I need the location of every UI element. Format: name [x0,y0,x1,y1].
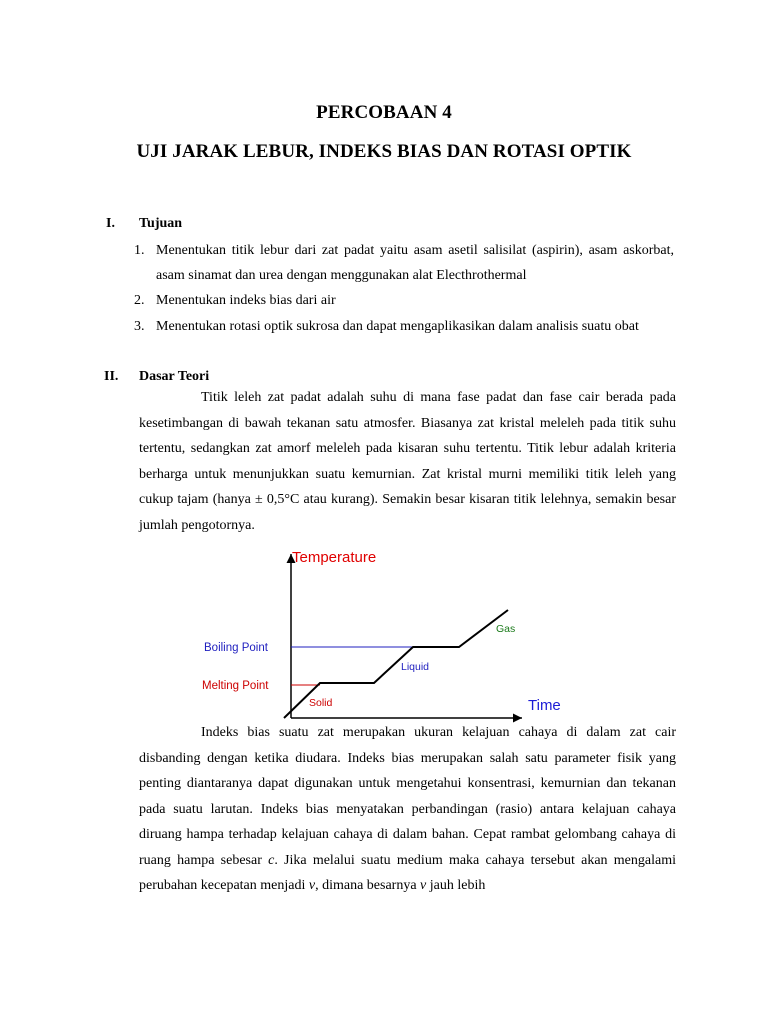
phase-change-chart [192,542,572,724]
paragraph-refractive-index [139,720,676,899]
list-item-text: Menentukan titik lebur dari zat padat yaitu asam asetil salisilat (aspirin), asam askorbat, asam sinamat dan urea dengan menggunakan alat Electhrothermal [156,243,674,283]
paragraph-text: , dimana besarnya [315,878,421,893]
document-subtitle: UJI JARAK LEBUR, INDEKS BIAS DAN ROTASI OPTIK [136,141,632,162]
section-title: Dasar Teori [139,369,210,384]
paragraph-text: Indeks bias suatu zat merupakan ukuran kelajuan cahaya di dalam zat cair disbanding dengan ketika diudara. Indeks bias merupakan salah satu parameter fisik yang penting diantaranya dapat digunakan untuk mengetahui konsentrasi, kemurnian dan tekanan pada suatu larutan. Indeks bias menyatakan perbandingan (rasio) antara kelajuan cahaya diruang hampa terhadap kelajuan cahaya di dalam bahan. Cepat rambat gelombang cahaya di ruang hampa sebesar [139,725,676,868]
symbol-v: v [420,878,427,893]
list-item-text: Menentukan indeks bias dari air [156,293,336,308]
document-title: PERCOBAAN 4 [316,102,452,123]
list-item-text: Menentukan rotasi optik sukrosa dan dapat mengaplikasikan dalam analisis suatu obat [156,319,639,334]
list-item-number: 2. [134,293,145,308]
section-number: II. [104,369,119,384]
paragraph-text: jauh lebih [426,878,486,893]
symbol-c: c [268,852,275,868]
solid-phase-label: Solid [309,697,333,709]
list-item-number: 1. [134,243,145,258]
liquid-phase-label: Liquid [401,661,430,673]
gas-phase-label: Gas [496,623,516,635]
boiling-point-label: Boiling Point [204,642,268,654]
paragraph-melting-point: Titik leleh zat padat adalah suhu di mana fase padat dan fase cair berada pada kesetimbangan di bawah tekanan satu atmosfer. Biasanya zat kristal meleleh pada titik suhu tertentu, sedangkan zat amorf meleleh pada kisaran suhu tertentu. Titik lebur adalah kriteria berharga untuk menunjukkan suatu kemurnian. Zat kristal murni memiliki titik leleh yang cukup tajam (hanya ± 0,5°C atau kurang). Semakin besar kisaran titik lelehnya, semakin besar jumlah pengotornya. [139,390,676,533]
list-item-number: 3. [134,319,145,334]
section-number: I. [106,216,115,231]
x-axis-label: Time [528,697,561,714]
symbol-v: v [308,878,316,893]
section-title: Tujuan [139,216,183,231]
paragraph-text: . Jika melalui suatu medium maka cahaya tersebut akan mengalami perubahan kecepatan menjadi [139,852,676,893]
y-axis-label: Temperature [292,549,377,566]
melting-point-label: Melting Point [202,680,269,692]
